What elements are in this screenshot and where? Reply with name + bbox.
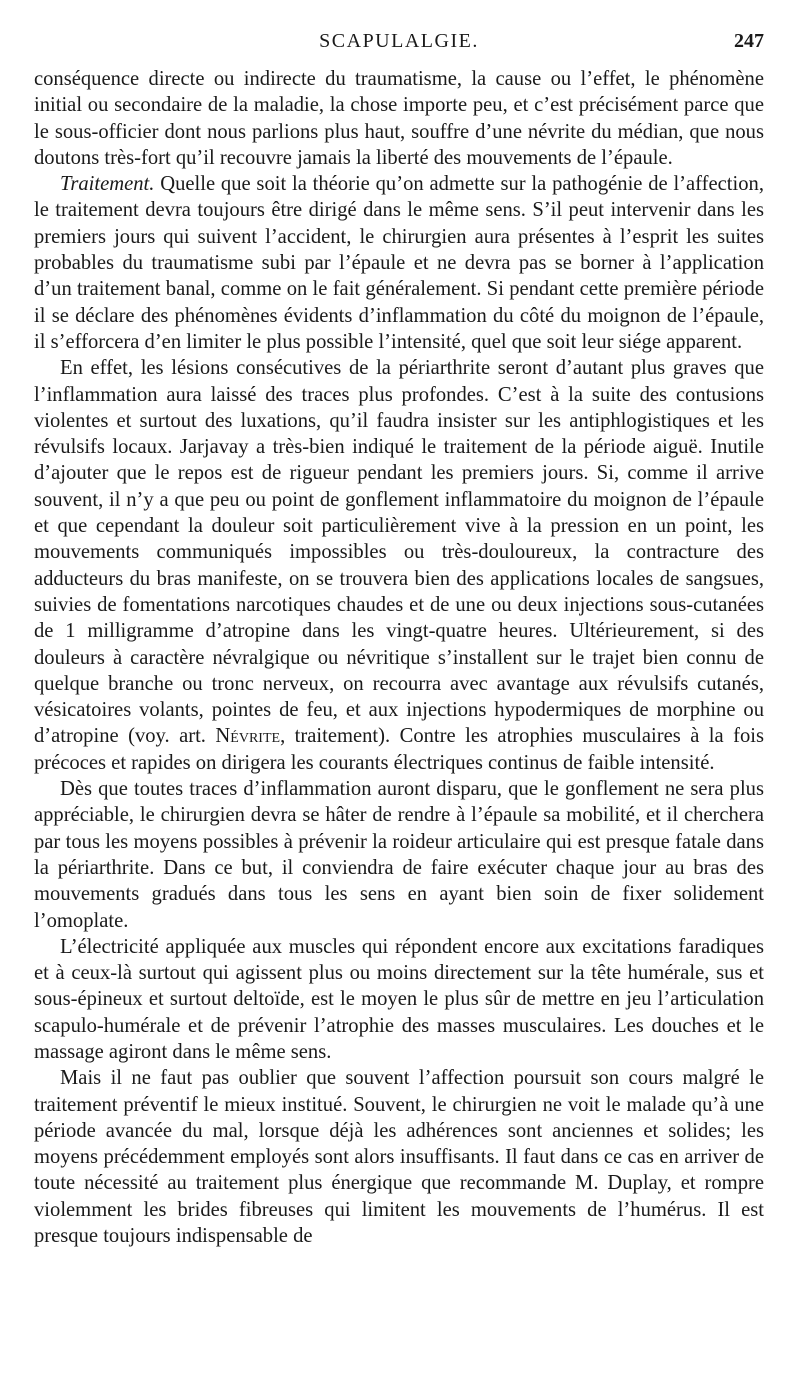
paragraph-acute-period bbox=[34, 355, 764, 776]
paragraph-treatment-text: Quelle que soit la théorie qu’on admette sur la pathogénie de l’affection, le traitement devra toujours être dirigé dans le même sens. S’il peut intervenir dans les premiers jours qui suivent l’accident, le chirurgien aura présentes à l’esprit les suites probables du traumatisme subi par l’épaule et ne devra pas se borner à l’application d’un traitement banal, comme on le fait généralement. Si pendant cette première période il se déclare des phénomènes évidents d’inflammation du côté du moignon de l’épaule, il s’efforcera d’en limiter le plus possible l’intensité, quel que soit leur siége apparent. bbox=[34, 173, 764, 353]
running-title: SCAPULALGIE. bbox=[319, 30, 479, 52]
cross-reference-nevrite: Névrite bbox=[215, 725, 281, 748]
paragraph-treatment bbox=[34, 171, 764, 355]
section-heading-traitement: Traitement. bbox=[60, 173, 155, 196]
body-text bbox=[34, 66, 764, 1249]
running-head bbox=[34, 28, 764, 62]
paragraph-acute-period-text-a: En effet, les lésions consécutives de la périarthrite seront d’autant plus graves que l’inflammation aura laissé des traces plus profondes. C’est à la suite des contusions violentes et surtout des luxations, qu’il faudra insister sur les antiphlogistiques et les révulsifs locaux. Jarjavay a très-bien indiqué le traitement de la période aiguë. Inutile d’ajouter que le repos est de rigueur pendant les premiers jours. Si, comme il arrive souvent, il n’y a que peu ou point de gonflement inflammatoire du moignon de l’épaule et que cependant la douleur soit particulièrement vive à la pression en un point, les mouvements communiqués impossibles ou très-douloureux, la contracture des adducteurs du bras manifeste, on se trouvera bien des applications locales de sangsues, suivies de fomentations narcotiques chaudes et de une ou deux injections sous-cutanées de 1 milligramme d’atropine dans les vingt-quatre heures. Ultérieurement, si des douleurs à caractère névralgique ou névritique s’installent sur le trajet bien connu de quelque branche ou tronc nerveux, on recourra avec avantage aux révulsifs cutanés, vésicatoires volants, pointes de feu, et aux injections hypodermiques de morphine ou d’atropine (voy. art. bbox=[34, 357, 764, 748]
paragraph-continuation: conséquence directe ou indirecte du traumatisme, la cause ou l’effet, le phénomène initial ou secondaire de la maladie, la chose importe peu, et c’est précisément parce que le sous-officier dont nous parlions plus haut, souffre d’une névrite du médian, que nous doutons très-fort qu’il recouvre jamais la liberté des mouvements de l’épaule. bbox=[34, 68, 764, 169]
paragraph-acute-period-text-b: , traitement). Contre les atrophies musculaires à la fois précoces et rapides on dirigera les courants électriques continus de faible intensité. bbox=[34, 725, 764, 774]
paragraph-advanced-stage: Mais il ne faut pas oublier que souvent l’affection poursuit son cours malgré le traitement préventif le mieux institué. Souvent, le chirurgien ne voit le malade qu’à une période avancée du mal, lorsque déjà les adhérences sont anciennes et solides; les moyens précédemment employés sont alors insuffisants. Il faut dans ce cas en arriver de toute nécessité au traitement plus énergique que recommande M. Duplay, et rompre violemment les brides fibreuses qui limitent les mouvements de l’humérus. Il est presque toujours indispensable de bbox=[34, 1067, 764, 1248]
page-number: 247 bbox=[734, 30, 764, 52]
paragraph-electricity: L’électricité appliquée aux muscles qui répondent encore aux excitations faradiques et à ceux-là surtout qui agissent plus ou moins directement sur la tête humérale, sus et sous-épineux et surtout deltoïde, est le moyen le plus sûr de mettre en jeu l’articulation scapulo-humérale et de prévenir l’atrophie des masses musculaires. Les douches et le massage agiront dans le même sens. bbox=[34, 935, 764, 1063]
paragraph-mobility: Dès que toutes traces d’inflammation auront disparu, que le gonflement ne sera plus appréciable, le chirurgien devra se hâter de rendre à l’épaule sa mobilité, et il cherchera par tous les moyens possibles à prévenir la roideur articulaire qui est presque fatale dans la périarthrite. Dans ce but, il conviendra de faire exécuter chaque jour au bras des mouvements gradués dans tous les sens en ayant bien soin de fixer solidement l’omoplate. bbox=[34, 778, 764, 932]
